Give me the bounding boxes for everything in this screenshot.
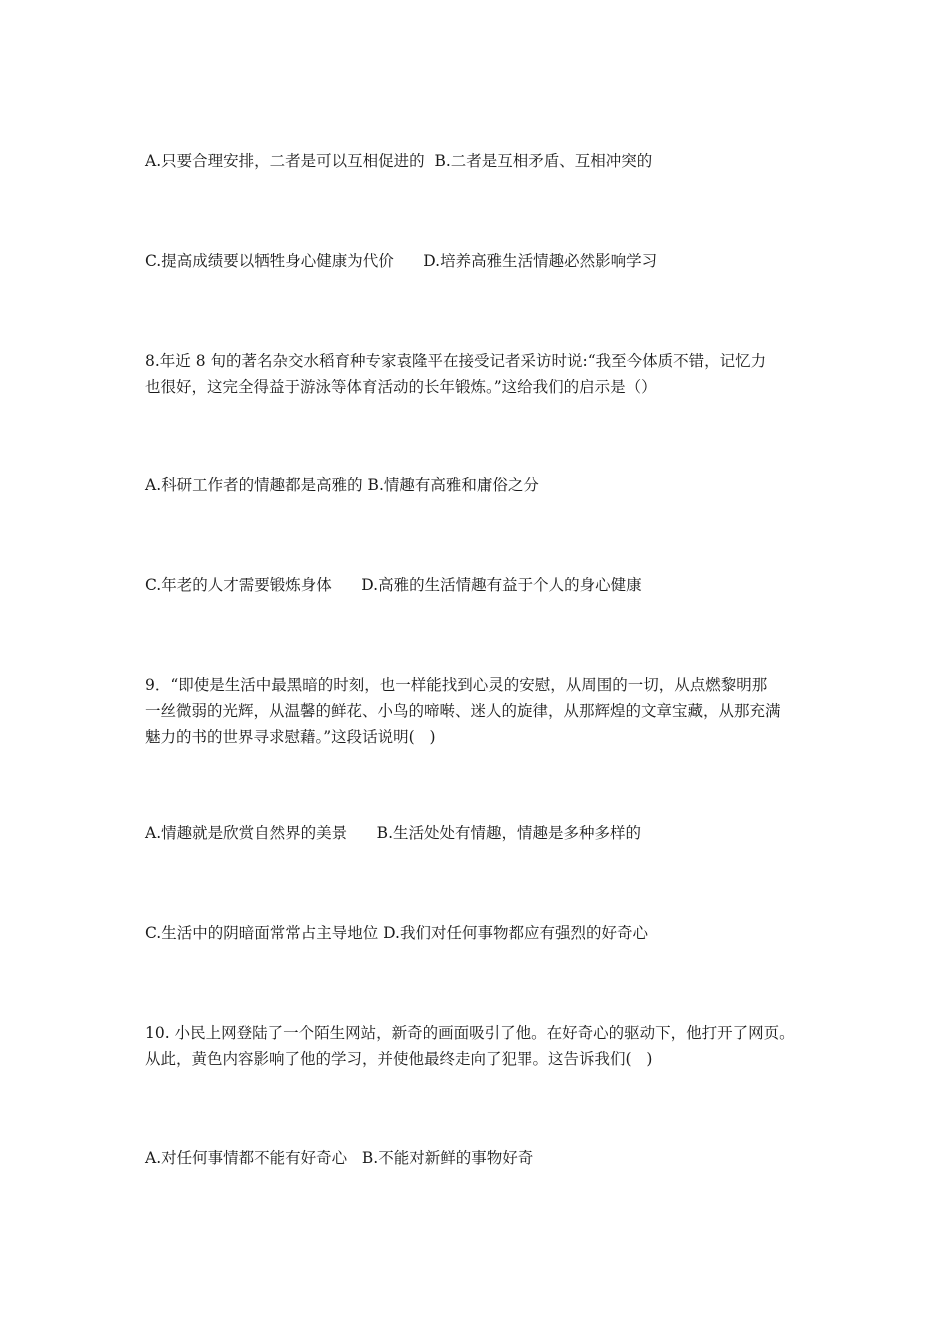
q10-question-line-2: 从此，黄色内容影响了他的学习，并使他最终走向了犯罪。这告诉我们( ) (145, 1050, 653, 1068)
q8-question-line-1: 8.年近 8 旬的著名杂交水稻育种专家袁隆平在接受记者采访时说:“我至今体质不错，记忆力 (145, 352, 767, 370)
q9-question-line-2: 一丝微弱的光辉，从温馨的鲜花、小鸟的啼啭、迷人的旋律，从那辉煌的文章宝藏，从那充满 (145, 702, 781, 720)
q9-question (145, 672, 835, 750)
q9-question-line-3: 魅力的书的世界寻求慰藉。”这段话说明( ) (145, 728, 436, 746)
q7-options-cd: C.提高成绩要以牺牲身心健康为代价 D.培养高雅生活情趣必然影响学习 (145, 252, 658, 270)
q8-options-cd: C.年老的人才需要锻炼身体 D.高雅的生活情趣有益于个人的身心健康 (145, 576, 642, 594)
q10-options-ab: A.对任何事情都不能有好奇心 B.不能对新鲜的事物好奇 (145, 1149, 534, 1167)
q8-options-ab: A.科研工作者的情趣都是高雅的 B.情趣有高雅和庸俗之分 (145, 476, 539, 494)
q9-options-ab: A.情趣就是欣赏自然界的美景 B.生活处处有情趣，情趣是多种多样的 (145, 824, 642, 842)
q10-question (145, 1020, 835, 1072)
q8-question-line-2: 也很好，这完全得益于游泳等体育活动的长年锻炼。”这给我们的启示是（） (145, 378, 657, 396)
q10-question-line-1: 10. 小民上网登陆了一个陌生网站，新奇的画面吸引了他。在好奇心的驱动下，他打开了网页。 (145, 1024, 795, 1042)
q8-question (145, 348, 835, 400)
q9-options-cd: C.生活中的阴暗面常常占主导地位 D.我们对任何事物都应有强烈的好奇心 (145, 924, 648, 942)
q9-question-line-1: 9．“即使是生活中最黑暗的时刻，也一样能找到心灵的安慰，从周围的一切，从点燃黎明那 (145, 676, 768, 694)
q7-options-ab: A.只要合理安排，二者是可以互相促进的 B.二者是互相矛盾、互相冲突的 (145, 152, 653, 170)
